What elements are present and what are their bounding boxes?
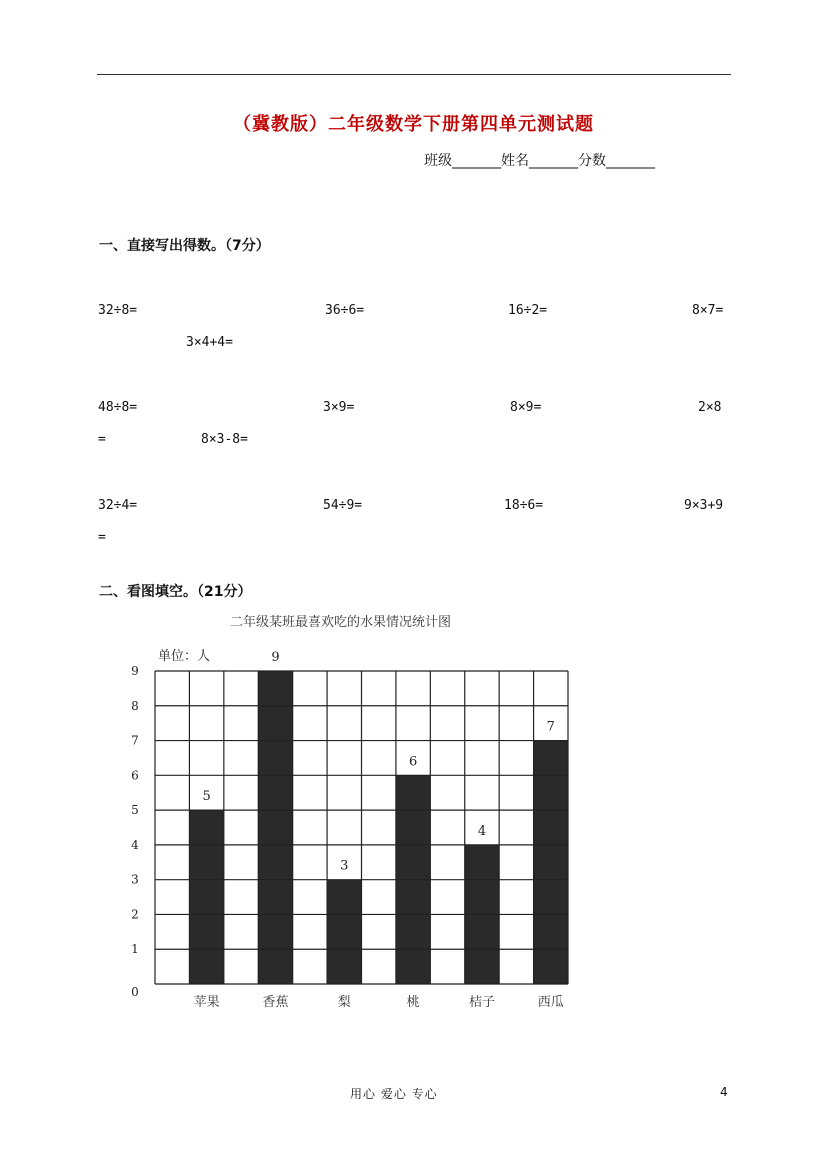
problem-4: 8×7=	[692, 303, 724, 318]
problem-8: 8×9=	[510, 400, 542, 415]
page-title: （冀教版）二年级数学下册第四单元测试题	[233, 114, 594, 135]
y-tick-label: 6	[131, 768, 139, 783]
y-tick-label: 7	[131, 733, 139, 748]
data-label-2: 3	[340, 858, 349, 874]
bar-2	[327, 880, 361, 984]
y-tick-label: 2	[131, 907, 139, 922]
y-tick-label: 3	[131, 872, 139, 887]
problem-11: 32÷4=	[98, 498, 138, 513]
category-label-4: 桔子	[468, 995, 495, 1010]
y-tick-label: 8	[131, 698, 139, 713]
problem-9: 2×8	[698, 400, 722, 415]
problem-14-cont: =	[98, 530, 106, 545]
problem-12: 54÷9=	[323, 498, 363, 513]
problem-6: 48÷8=	[98, 400, 138, 415]
bar-5	[534, 741, 568, 984]
category-label-0: 苹果	[193, 995, 220, 1010]
y-tick-label: 5	[131, 803, 139, 818]
y-tick-label: 0	[131, 985, 139, 999]
chart-title: 二年级某班最喜欢吃的水果情况统计图	[230, 615, 452, 630]
problem-13: 18÷6=	[504, 498, 544, 513]
footer-motto: 用心 爱心 专心	[350, 1087, 438, 1101]
bar-0	[189, 810, 223, 984]
section-1-heading: 一、直接写出得数。（7分）	[99, 238, 270, 254]
problem-10: 8×3-8=	[201, 432, 248, 447]
problem-3: 16÷2=	[508, 303, 548, 318]
bar-1	[258, 671, 292, 984]
page-number: 4	[720, 1085, 728, 1099]
data-label-4: 4	[477, 823, 487, 839]
student-info-line: 班级_______姓名_______分数_______	[424, 153, 655, 169]
problem-1: 32÷8=	[98, 303, 138, 318]
problem-14: 9×3+9	[684, 498, 724, 513]
problem-9-cont: =	[98, 432, 106, 447]
problem-7: 3×9=	[323, 400, 355, 415]
category-label-5: 西瓜	[537, 995, 564, 1010]
category-label-1: 香蕉	[262, 995, 289, 1010]
category-label-3: 桃	[406, 995, 420, 1010]
section-2-heading: 二、看图填空。（21分）	[99, 584, 252, 600]
y-tick-label: 4	[131, 837, 139, 852]
y-tick-label: 1	[131, 942, 139, 957]
unit-label: 单位：人	[158, 649, 211, 664]
y-tick-label: 9	[131, 664, 139, 678]
data-label-1: 9	[271, 650, 280, 665]
category-label-2: 梨	[337, 995, 351, 1010]
problem-2: 36÷6=	[325, 303, 365, 318]
data-label-5: 7	[546, 719, 555, 735]
data-label-0: 5	[202, 789, 211, 805]
problem-5: 3×4+4=	[186, 335, 233, 350]
data-label-3: 6	[408, 754, 418, 770]
